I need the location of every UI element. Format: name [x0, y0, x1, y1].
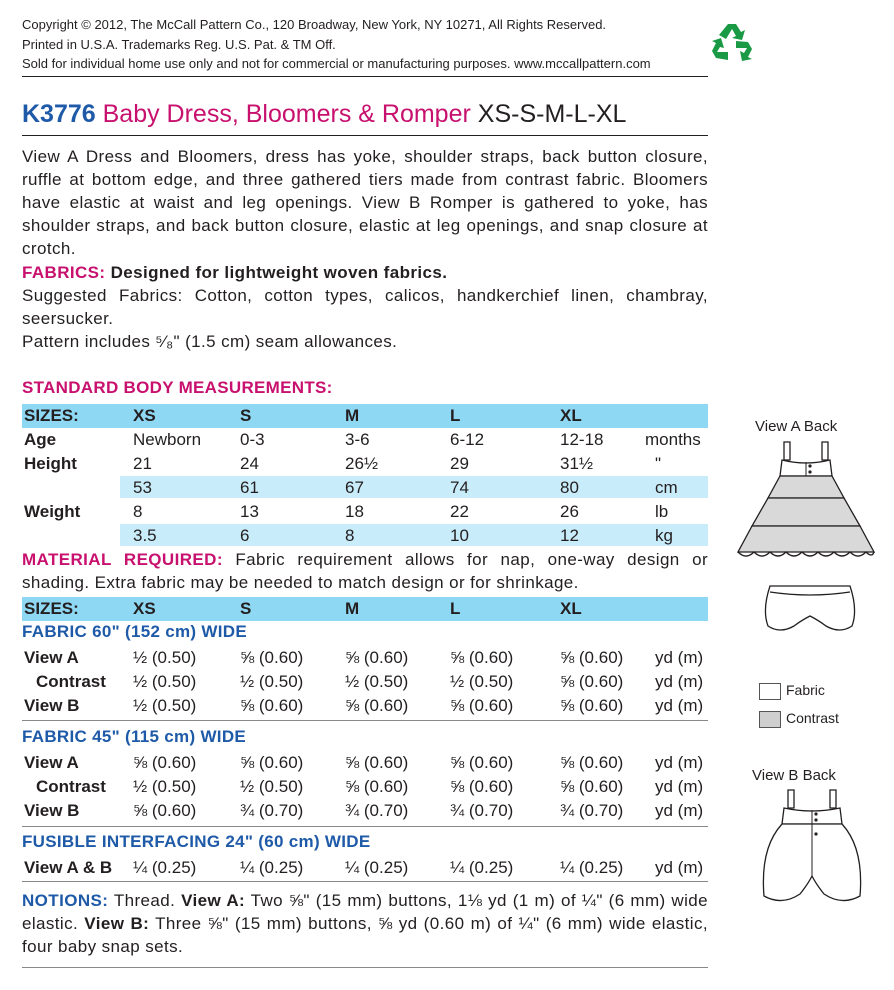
yardage-row	[22, 751, 708, 775]
row-value: 61	[240, 478, 259, 497]
row-value: ¾ (0.70)	[345, 801, 409, 820]
row-value: XL	[560, 599, 582, 618]
measurement-row	[22, 476, 708, 500]
row-value: L	[450, 599, 461, 618]
sizes-header-row	[22, 404, 708, 428]
row-value: ⅝ (0.60)	[345, 696, 409, 715]
row-value: L	[450, 406, 461, 425]
material-sizes-header-row	[22, 597, 708, 621]
row-value: ⅝ (0.60)	[560, 777, 624, 796]
row-value: 12-18	[560, 430, 604, 449]
row-value: ¼ (0.25)	[133, 858, 197, 877]
material-section	[22, 548, 708, 594]
notions-view-b-label: View B:	[84, 914, 150, 933]
row-value: ½ (0.50)	[133, 672, 197, 691]
row-value: ½ (0.50)	[345, 672, 409, 691]
fabrics-designed: Designed for lightweight woven fabrics.	[110, 263, 448, 282]
notions-section	[22, 889, 708, 958]
view-a-back-label: View A Back	[755, 418, 838, 435]
notions-thread: Thread.	[113, 891, 176, 910]
row-value: ⅝ (0.60)	[133, 753, 197, 772]
row-value: ⅝ (0.60)	[450, 648, 514, 667]
row-value: ⅝ (0.60)	[450, 696, 514, 715]
row-unit: cm	[655, 478, 678, 497]
fabrics-section	[22, 261, 708, 353]
row-value: 18	[345, 502, 364, 521]
row-value: 21	[133, 454, 152, 473]
row-value: ⅝ (0.60)	[345, 777, 409, 796]
view-b-back-label: View B Back	[752, 767, 836, 784]
row-label: Height	[24, 454, 77, 473]
row-label: Contrast	[36, 777, 106, 796]
row-value: ⅝ (0.60)	[240, 753, 304, 772]
fabric-group-heading: FABRIC 45" (115 cm) WIDE	[22, 727, 247, 746]
row-value: XS	[133, 599, 156, 618]
row-value: 3.5	[133, 526, 157, 545]
view-a-dress-illustration	[732, 440, 880, 565]
recycle-icon	[708, 20, 756, 68]
usage-line: Sold for individual home use only and not for commercial or manufacturing purposes. www.mccallpattern.com	[22, 56, 651, 71]
group-divider-3	[22, 881, 708, 882]
yardage-row	[22, 799, 708, 823]
row-value: M	[345, 406, 360, 425]
copyright-line: Copyright © 2012, The McCall Pattern Co., 120 Broadway, New York, NY 10271, All Rights Reserved.	[22, 17, 607, 32]
yardage-row	[22, 694, 708, 718]
row-unit: yd (m)	[655, 753, 704, 772]
pattern-sizes: XS-S-M-L-XL	[477, 100, 627, 128]
row-value: ⅝ (0.60)	[240, 648, 304, 667]
fabrics-label: FABRICS:	[22, 263, 106, 282]
copyright-block	[22, 15, 651, 74]
row-unit: months	[645, 430, 701, 449]
row-value: 8	[133, 502, 143, 521]
measurement-row	[22, 524, 708, 548]
title-divider	[22, 135, 708, 136]
row-value: ⅝ (0.60)	[450, 753, 514, 772]
row-label: View A	[24, 648, 79, 667]
row-value: ⅝ (0.60)	[560, 648, 624, 667]
row-label: View B	[24, 801, 80, 820]
pattern-title	[22, 100, 626, 129]
row-value: ⅝ (0.60)	[560, 696, 624, 715]
row-unit: yd (m)	[655, 801, 704, 820]
row-unit: yd (m)	[655, 672, 704, 691]
yardage-row	[22, 775, 708, 799]
yardage-row	[22, 670, 708, 694]
fabric-group-heading: FUSIBLE INTERFACING 24" (60 cm) WIDE	[22, 832, 371, 851]
row-value: ½ (0.50)	[240, 672, 304, 691]
row-value: ¼ (0.25)	[240, 858, 304, 877]
row-value: 29	[450, 454, 469, 473]
top-divider	[22, 76, 708, 77]
trademark-line: Printed in U.S.A. Trademarks Reg. U.S. Pat. & TM Off.	[22, 36, 336, 52]
row-value: ¼ (0.25)	[450, 858, 514, 877]
row-value: 12	[560, 526, 579, 545]
row-value: XL	[560, 406, 582, 425]
row-value: M	[345, 599, 360, 618]
row-value: ⅝ (0.60)	[345, 648, 409, 667]
row-value: 13	[240, 502, 259, 521]
legend-fabric: Fabric	[786, 682, 825, 698]
row-label: SIZES:	[24, 599, 79, 618]
description: View A Dress and Bloomers, dress has yoke, shoulder straps, back button closure, ruffle at bottom edge, and three gathered tiers made from contrast fabric. Bloomers have elastic at waist and leg openings. View B Romper is gathered to yoke, has shoulder straps, and back button closure, elastic at leg openings, and snap closure at crotch.	[22, 147, 708, 258]
yardage-row	[22, 856, 708, 880]
row-value: ¼ (0.25)	[345, 858, 409, 877]
row-value: ⅝ (0.60)	[560, 753, 624, 772]
row-value: 74	[450, 478, 469, 497]
row-label: View B	[24, 696, 80, 715]
row-value: ⅝ (0.60)	[560, 672, 624, 691]
view-b-romper-illustration	[752, 788, 872, 918]
group-divider-2	[22, 826, 708, 827]
row-value: 6	[240, 526, 250, 545]
measurements-heading: STANDARD BODY MEASUREMENTS:	[22, 378, 333, 397]
row-value: ½ (0.50)	[133, 777, 197, 796]
measurement-row	[22, 500, 708, 524]
notions-view-b: Three ⅝" (15 mm) buttons, ⅝ yd (0.60 m) of ¼" (6 mm) wide elastic, four baby snap sets.	[22, 914, 708, 956]
notions-view-a: Two ⅝" (15 mm) buttons, 1⅛ yd (1 m) of ¼" (6 mm) wide elastic.	[22, 891, 708, 933]
row-unit: kg	[655, 526, 673, 545]
row-unit: yd (m)	[655, 648, 704, 667]
row-value: ½ (0.50)	[133, 648, 197, 667]
row-value: ¾ (0.70)	[450, 801, 514, 820]
contrast-swatch	[759, 711, 781, 728]
row-label: View A & B	[24, 858, 113, 877]
row-value: S	[240, 599, 252, 618]
bottom-divider	[22, 967, 708, 968]
row-value: 24	[240, 454, 259, 473]
fabrics-suggested: Suggested Fabrics: Cotton, cotton types, calicos, handkerchief linen, chambray, seersucker.	[22, 286, 708, 328]
row-value: 8	[345, 526, 355, 545]
yardage-row	[22, 646, 708, 670]
row-unit: yd (m)	[655, 696, 704, 715]
row-value: 31½	[560, 454, 594, 473]
row-value: 22	[450, 502, 469, 521]
fabric-group-heading: FABRIC 60" (152 cm) WIDE	[22, 622, 247, 641]
row-value: ¾ (0.70)	[560, 801, 624, 820]
row-value: ½ (0.50)	[133, 696, 197, 715]
row-value: ¾ (0.70)	[240, 801, 304, 820]
row-unit: lb	[655, 502, 669, 521]
row-value: 80	[560, 478, 579, 497]
row-value: 6-12	[450, 430, 485, 449]
pattern-code: K3776	[22, 100, 96, 128]
row-value: ⅝ (0.60)	[240, 696, 304, 715]
material-text: Fabric requirement allows for nap, one-way design or shading. Extra fabric may be needed to match design or for shrinkage.	[22, 550, 709, 592]
row-value: 3-6	[345, 430, 370, 449]
measurement-row	[22, 452, 708, 476]
row-value: ⅝ (0.60)	[450, 777, 514, 796]
row-value: ⅝ (0.60)	[133, 801, 197, 820]
row-value: 26½	[345, 454, 379, 473]
view-a-bloomers-illustration	[760, 580, 860, 638]
seam-allowance: Pattern includes ⁵⁄₈" (1.5 cm) seam allowances.	[22, 332, 398, 351]
row-value: XS	[133, 406, 156, 425]
row-label: SIZES:	[24, 406, 79, 425]
group-divider-1	[22, 720, 708, 721]
row-value: 67	[345, 478, 364, 497]
legend-contrast: Contrast	[786, 710, 839, 726]
row-value: Newborn	[133, 430, 202, 449]
row-value: S	[240, 406, 252, 425]
row-value: 10	[450, 526, 469, 545]
row-label: Weight	[24, 502, 81, 521]
row-unit: "	[655, 454, 662, 473]
notions-label: NOTIONS:	[22, 891, 109, 910]
row-unit: yd (m)	[655, 777, 704, 796]
row-value: ½ (0.50)	[450, 672, 514, 691]
measurement-row	[22, 428, 708, 452]
row-value: 0-3	[240, 430, 265, 449]
row-unit: yd (m)	[655, 858, 704, 877]
row-label: View A	[24, 753, 79, 772]
row-value: ⅝ (0.60)	[345, 753, 409, 772]
fabric-swatch	[759, 683, 781, 700]
row-value: 53	[133, 478, 152, 497]
pattern-name: Baby Dress, Bloomers & Romper	[102, 100, 471, 128]
row-value: 26	[560, 502, 579, 521]
row-label: Age	[24, 430, 57, 449]
row-value: ¼ (0.25)	[560, 858, 624, 877]
material-label: MATERIAL REQUIRED:	[22, 550, 223, 569]
notions-view-a-label: View A:	[181, 891, 246, 910]
row-value: ½ (0.50)	[240, 777, 304, 796]
row-label: Contrast	[36, 672, 106, 691]
